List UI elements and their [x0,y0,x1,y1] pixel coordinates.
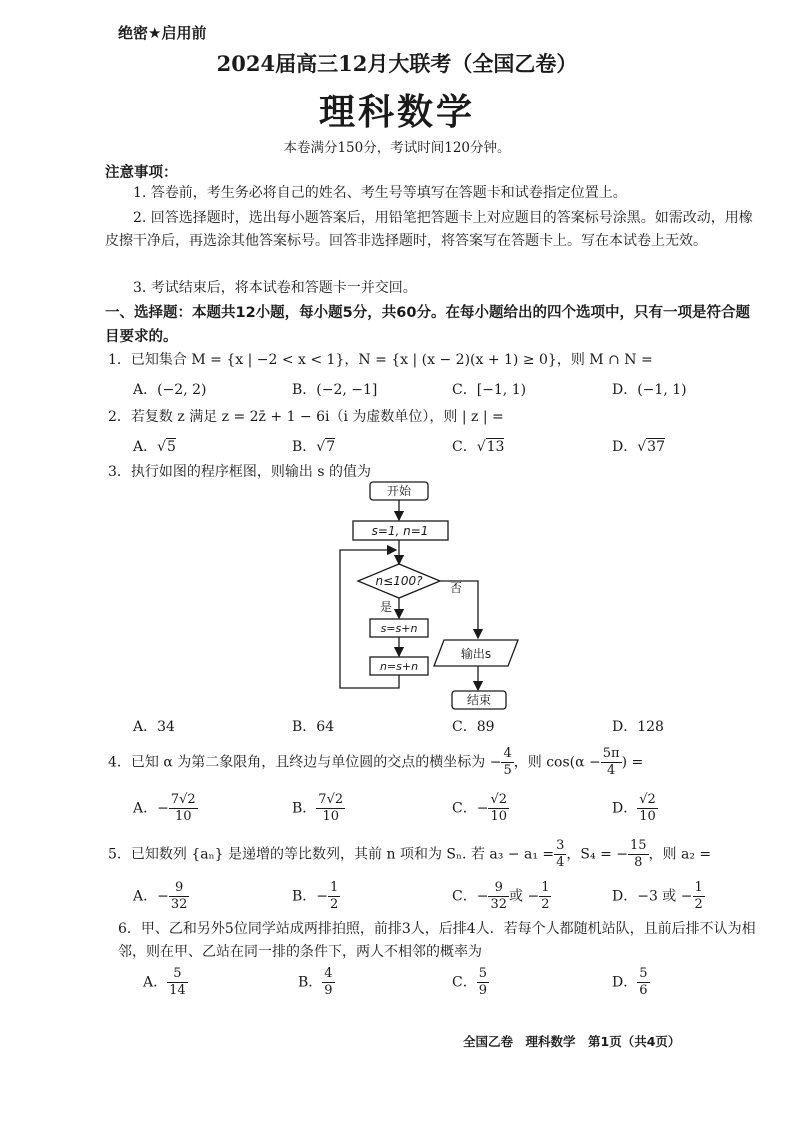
flow-yes-label: 是 [379,600,393,614]
q4-option-a: A．− $\frac{7√2}{10}$ [133,792,196,824]
q1-option-a: A．(−2, 2) [133,382,207,398]
q1-number: 1． [108,352,131,368]
q2-text: 若复数 z 满足 z = 2z̄ + 1 − 6i（i 为虚数单位），则 | z | = [130,409,504,425]
flowchart [330,478,540,714]
section-1-title: 一、选择题：本题共12小题，每小题5分，共60分。在每小题给出的四个选项中，只有一项是符合题目要求的。 [105,305,750,345]
q1-option-b: B．(−2, −1] [292,382,378,398]
q4-option-c: C．− $\frac{√2}{10}$ [452,792,508,824]
q6-option-d: D． $\frac{5}{6}$ [612,966,648,998]
note-item-1: 1. 答卷前，考生务必将自己的姓名、考生号等填写在答题卡和试卷指定位置上。 [133,185,627,201]
q6-stem: 6．甲、乙和另外5位同学站成两排拍照，前排3人，后排4人．若每个人都随机站队，且前后排不认为相邻，则在甲、乙站在同一排的条件下，两人不相邻的概率为 [118,921,756,960]
q1-text: 已知集合 M = {x | −2 < x < 1}，N = {x | (x − 2)(x + 1) ≥ 0}，则 M ∩ N = [130,352,653,368]
exam-info: 本卷满分150分，考试时间120分钟。 [283,140,511,156]
q3-number: 3． [108,464,131,480]
subject-title: 理科数学 [318,91,475,133]
q3-option-b: B．64 [292,719,335,735]
flow-end-label: 结束 [466,693,492,707]
secret-label: 绝密★启用前 [118,24,207,42]
q2-option-b: B．√7 [292,439,336,455]
flow-cond-label: n≤100? [375,574,423,588]
q5-option-d: D．−3 或 − $\frac{1}{2}$ [612,880,703,912]
flow-no-label: 否 [449,581,463,595]
q2-number: 2． [108,409,131,425]
q5-option-a: A．− $\frac{9}{32}$ [133,880,188,912]
page-footer: 全国乙卷 理科数学 第1页（共4页） [463,1034,681,1049]
q3-option-d: D．128 [612,719,664,735]
q4-stem: 4．已知 α 为第二象限角，且终边与单位圆的交点的横坐标为 − $\frac{4}{5}$ ，则 cos(α − $\frac{5\pi}{4}$ ) = [108,746,644,778]
q3-option-c: C．89 [452,719,495,735]
flow-step1-label: s=s+n [380,622,418,635]
q4-option-d: D． $\frac{√2}{10}$ [612,792,656,824]
q6-option-c: C． $\frac{5}{9}$ [452,966,487,998]
q2-stem [108,406,504,426]
note-item-2: 2. 回答选择题时，选出每小题答案后，用铅笔把答题卡上对应题目的答案标号涂黑。如需改动，用橡皮擦干净后，再选涂其他答案标号。回答非选择题时，将答案写在答题卡上。写在本试卷上无效。 [105,210,753,249]
q1-stem [108,349,653,369]
flow-output-label: 输出s [460,647,492,661]
flow-step2-label: n=s+n [379,660,419,673]
q1-option-d: D．(−1, 1) [612,382,687,398]
q2-option-d: D．√37 [612,439,665,455]
q3-text: 执行如图的程序框图，则输出 s 的值为 [130,464,372,480]
flow-init-label: s=1, n=1 [371,524,429,538]
q2-option-a: A．√5 [133,439,176,455]
exam-title: 2024届高三12月大联考（全国乙卷） [216,51,578,76]
note-item-3: 3. 考试结束后，将本试卷和答题卡一并交回。 [133,280,417,296]
q5-option-b: B．− $\frac{1}{2}$ [292,880,339,912]
q6-option-b: B． $\frac{4}{9}$ [298,966,333,998]
q5-option-c: C．− $\frac{9}{32}$ 或 − $\frac{1}{2}$ [452,880,550,912]
notes-heading: 注意事项： [105,165,178,181]
q4-option-b: B． $\frac{7√2}{10}$ [292,792,344,824]
q5-stem: 5．已知数列 {aₙ} 是递增的等比数列，其前 n 项和为 Sₙ. 若 a₃ − a₁ = $\frac{3}{4}$ ，S₄ = − $\frac{15}{8}$ ，则 a₂ = [108,838,712,870]
q3-option-a: A．34 [133,719,175,735]
flow-start-label: 开始 [386,484,412,498]
q2-option-c: C．√13 [452,439,505,455]
q6-option-a: A． $\frac{5}{14}$ [143,966,186,998]
q1-option-c: C．[−1, 1) [452,382,527,398]
